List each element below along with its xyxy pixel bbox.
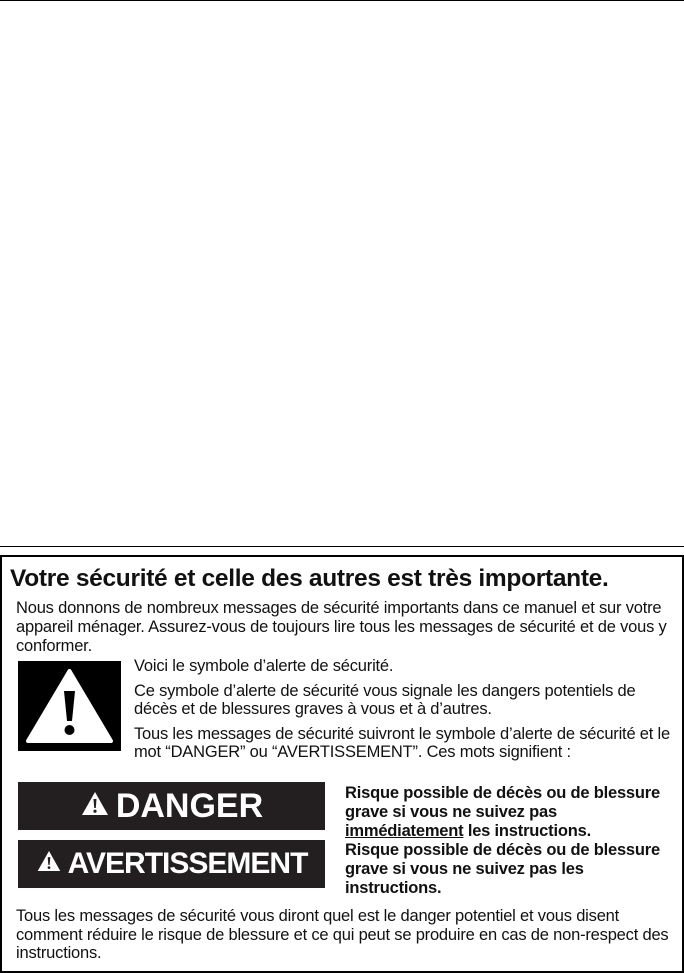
alert-explanation	[134, 657, 674, 761]
warning-signal-word	[18, 840, 325, 888]
section-divider	[0, 546, 684, 547]
top-rule	[0, 0, 684, 1]
alert-line-2: Ce symbole d’alerte de sécurité vous signale les dangers potentiels de décès et de blessures graves à vous et à d’autres.	[134, 682, 636, 718]
danger-signal-word	[18, 782, 325, 830]
danger-desc-emphasis: immédiatement	[345, 822, 464, 840]
danger-description	[345, 784, 675, 841]
safety-title: Votre sécurité et celle des autres est très importante.	[10, 565, 609, 592]
alert-line-1: Voici le symbole d’alerte de sécurité.	[134, 657, 394, 675]
safety-outro: Tous les messages de sécurité vous diront quel est le danger potentiel et vous disent comment réduire le risque de blessure et ce qui peut se produire en cas de non-respect des instructions.	[16, 907, 669, 962]
safety-notice-box	[0, 555, 684, 973]
warning-description: Risque possible de décès ou de blessure grave si vous ne suivez pas les instructions.	[345, 841, 660, 897]
danger-alert-icon	[80, 787, 110, 826]
safety-intro: Nous donnons de nombreux messages de sécurité importants dans ce manuel et sur votre appareil ménager. Assurez-vous de toujours lire tous les messages de sécurité et de vous y conformer.	[16, 599, 667, 655]
safety-alert-triangle-icon	[18, 661, 121, 751]
warning-alert-icon	[36, 847, 62, 881]
danger-label: DANGER	[115, 786, 264, 825]
danger-desc-before: Risque possible de décès ou de blessure grave si vous ne suivez pas	[345, 784, 660, 821]
warning-label: AVERTISSEMENT	[67, 847, 308, 880]
alert-line-3: Tous les messages de sécurité suivront le symbole d’alerte de sécurité et le mot “DANGER” ou “AVERTISSEMENT”. Ces mots signifient :	[134, 725, 670, 761]
danger-desc-after: les instructions.	[463, 822, 591, 840]
